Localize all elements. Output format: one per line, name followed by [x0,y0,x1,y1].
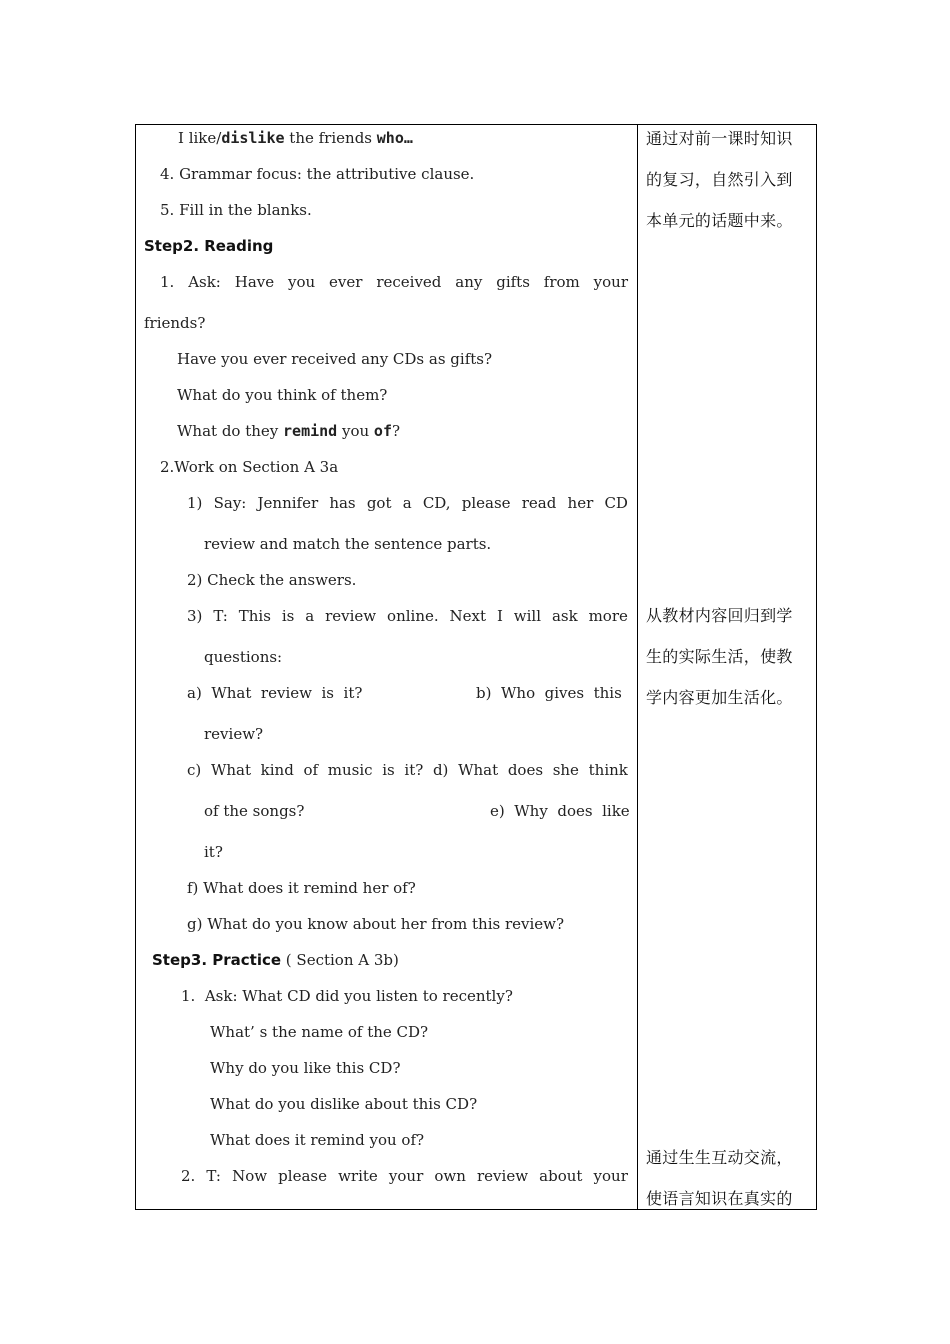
question-cds: Have you ever received any CDs as gifts? [177,350,493,368]
question-remind: What do they remind you of? [177,422,401,440]
say-line [187,493,628,513]
question-d-cont: of the songs? [204,802,305,820]
word: review [477,1167,529,1185]
word: ask [551,607,578,625]
note-real-life: 学内容更加生活化。 [646,688,793,707]
word: T: [213,607,228,625]
word: gifts [496,273,530,291]
word: Say: [213,494,247,512]
note-real-life: 生的实际生活，使教 [646,647,793,666]
word: has [329,494,356,512]
word: Have [234,273,275,291]
teacher-line [187,606,628,626]
work-section: 2.Work on Section A 3a [160,458,339,476]
practice-q2: Why do you like this CD? [210,1059,401,1077]
word: Ask: [188,273,221,291]
word: kind [260,761,294,779]
word: please [461,494,511,512]
word: any [455,273,483,291]
word: music [327,761,373,779]
word: Jennifer [257,494,319,512]
practice-q3: What do you dislike about this CD? [210,1095,478,1113]
word: please [278,1167,327,1185]
word: got [366,494,392,512]
word: 1. [160,273,175,291]
word: your [593,1167,628,1185]
teacher-line-cont: questions: [204,648,283,666]
practice-q4: What does it remind you of? [210,1131,425,1149]
word: think [588,761,628,779]
word: 3) [187,607,203,625]
note-review: 通过对前一课时知识 [646,129,793,148]
word: I [496,607,503,625]
step2-heading: Step2. Reading [144,237,274,255]
question-b: b) Who gives this [476,684,622,702]
review-line: I like/dislike the friends who… [178,129,413,147]
word: received [376,273,442,291]
word: online. [387,607,439,625]
practice-write [181,1166,628,1186]
word: you [288,273,316,291]
word: it? [404,761,424,779]
word: 1) [187,494,203,512]
word: Now [232,1167,268,1185]
note-interaction: 使语言知识在真实的 [646,1189,793,1208]
word: your [388,1167,424,1185]
word: from [543,273,580,291]
word: about [539,1167,583,1185]
question-f: f) What does it remind her of? [187,879,416,897]
word: CD, [422,494,451,512]
check-answers: 2) Check the answers. [187,571,357,589]
note-real-life: 从教材内容回归到学 [646,606,793,625]
practice-ask: 1. Ask: What CD did you listen to recently? [181,987,513,1005]
word: ever [329,273,363,291]
word: c) [187,761,202,779]
word: This [238,607,271,625]
say-line-cont: review and match the sentence parts. [204,535,492,553]
question-g: g) What do you know about her from this review? [187,915,565,933]
word: write [338,1167,378,1185]
word: will [513,607,542,625]
word: d) [432,761,449,779]
word: her [567,494,594,512]
note-interaction: 通过生生互动交流， [646,1148,793,1167]
word: more [588,607,628,625]
word: CD [604,494,628,512]
question-c-d [187,760,628,780]
word: she [552,761,579,779]
word: review [325,607,377,625]
word: does [507,761,544,779]
word: T: [206,1167,221,1185]
question-think: What do you think of them? [177,386,388,404]
word: your [593,273,628,291]
question-e: e) Why does like [490,802,630,820]
word: own [434,1167,466,1185]
step3-heading: Step3. Practice ( Section A 3b) [152,951,399,969]
column-divider [637,124,638,1210]
question-a: a) What review is it? [187,684,363,702]
word: is [382,761,395,779]
question-e-cont: it? [204,843,223,861]
word: is [281,607,295,625]
ask-line-cont: friends? [144,314,206,332]
word: What [458,761,499,779]
item-fill-blanks: 5. Fill in the blanks. [160,201,312,219]
word: a [305,607,315,625]
ask-line [160,272,628,292]
note-review: 本单元的话题中来。 [646,211,793,230]
word: of [303,761,319,779]
word: What [210,761,251,779]
word: read [521,494,557,512]
note-review: 的复习，自然引入到 [646,170,793,189]
word: 2. [181,1167,196,1185]
item-grammar-focus: 4. Grammar focus: the attributive clause. [160,165,475,183]
question-b-cont: review? [204,725,264,743]
word: Next [449,607,487,625]
word: a [402,494,412,512]
practice-q1: What’ s the name of the CD? [210,1023,429,1041]
